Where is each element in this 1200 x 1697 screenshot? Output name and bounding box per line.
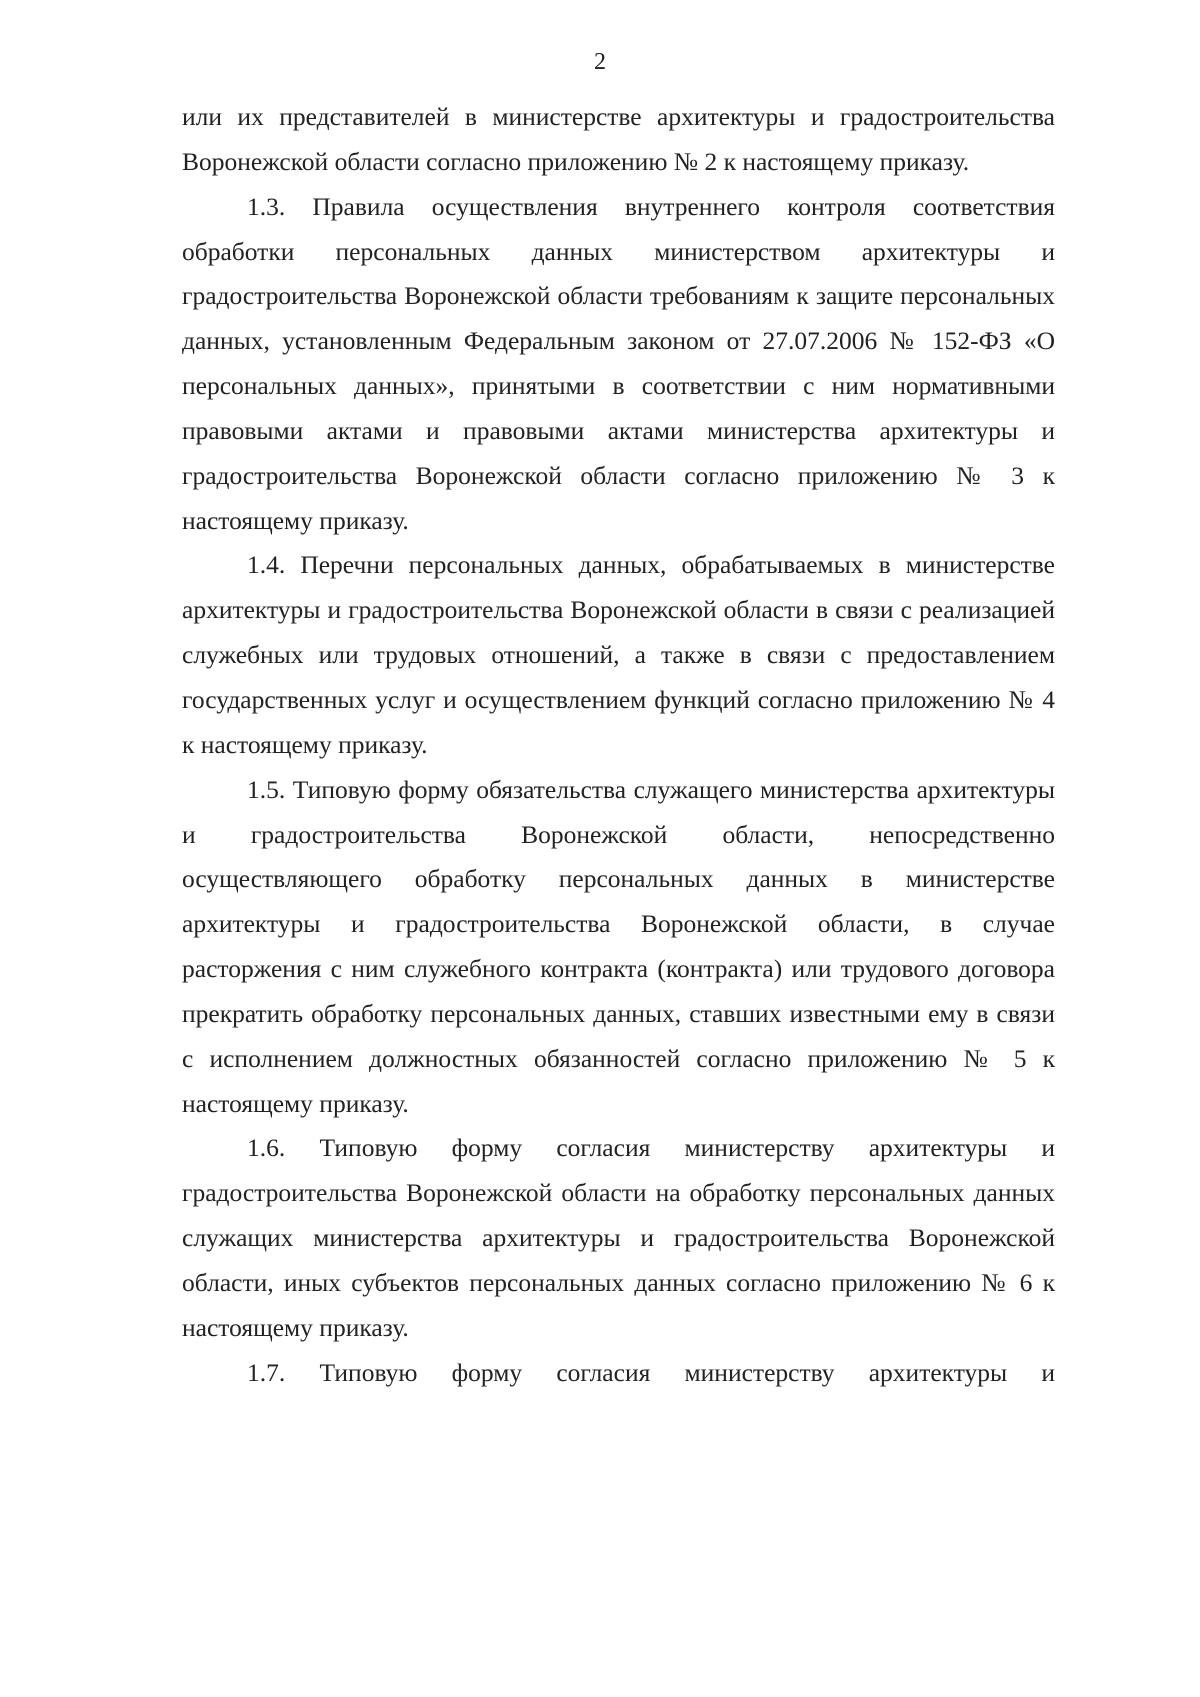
paragraph-1-4: 1.4. Перечни персональных данных, обрабатываемых в министерстве архитектуры и градостроительства Воронежской области в связи с реализацией служебных или трудовых отношений, а также в связи с предоставлением государственных услуг и осуществлением функций согласно приложению № 4 к настоящему приказу. [182, 550, 1055, 759]
paragraph-continuation: или их представителей в министерстве архитектуры и градостроительства Воронежской области согласно приложению № 2 к настоящему приказу. [182, 102, 1055, 176]
document-body [182, 95, 1055, 1395]
paragraph-1-3: 1.3. Правила осуществления внутреннего контроля соответствия обработки персональных данных министерством архитектуры и градостроительства Воронежской области требованиям к защите персональных данных, установленным Федеральным законом от 27.07.2006 № 152-ФЗ «О персональных данных», принятыми в соответствии с ним нормативными правовыми актами и правовыми актами министерства архитектуры и градостроительства Воронежской области согласно приложению № 3 к настоящему приказу. [182, 191, 1055, 535]
page-number: 2 [594, 49, 606, 75]
paragraph-1-7: 1.7. Типовую форму согласия министерству архитектуры и [247, 1357, 1055, 1387]
paragraph-1-5: 1.5. Типовую форму обязательства служащего министерства архитектуры и градостроительства Воронежской области, непосредственно осуществляющего обработку персональных данных в министерстве архитектуры и градостроительства Воронежской области, в случае расторжения с ним служебного контракта (контракта) или трудового договора прекратить обработку персональных данных, ставших известными ему в связи с исполнением должностных обязанностей согласно приложению № 5 к настоящему приказу. [182, 774, 1055, 1118]
paragraph-1-6: 1.6. Типовую форму согласия министерству архитектуры и градостроительства Воронежской области на обработку персональных данных служащих министерства архитектуры и градостроительства Воронежской области, иных субъектов персональных данных согласно приложению № 6 к настоящему приказу. [182, 1133, 1055, 1342]
